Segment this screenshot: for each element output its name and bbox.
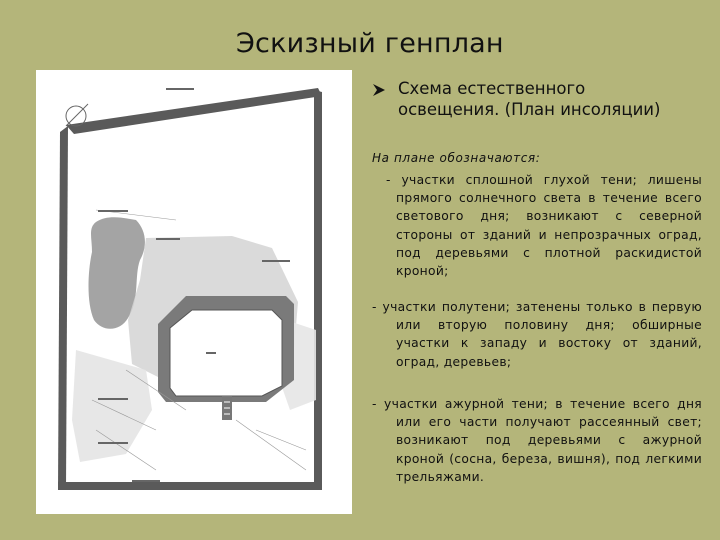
main-bullet	[372, 78, 682, 120]
site-plan-drawing	[36, 70, 352, 514]
arrow-bullet-icon	[372, 83, 386, 97]
slide-title: Эскизный генплан	[236, 28, 504, 59]
paragraph-lacy-shade: - участки ажурной тени; в течение всего дня или его части получают рассеянный свет; возникают под деревьями с ажурной кроной (сосна, береза, вишня), под легкими трельяжами.	[372, 397, 702, 484]
legend-subheading: На плане обозначаются:	[372, 151, 541, 165]
site-plan-sketch	[36, 70, 352, 514]
site-boundary-wall	[66, 88, 322, 134]
bullet-text: Схема естественного освещения. (План инсоляции)	[398, 79, 661, 119]
paragraph-half-shade: - участки полутени; затенены только в первую или вторую половину дня; обширные участки к западу и востоку от зданий, оград, деревьев;	[372, 300, 702, 369]
paragraph-deep-shade: - участки сплошной глухой тени; лишены прямого солнечного света в течение всего светового дня; возникают с северной стороны от зданий и непрозрачных оград, под деревьями с плотной раскидистой кроной;	[386, 173, 702, 279]
building-outline	[158, 296, 294, 420]
